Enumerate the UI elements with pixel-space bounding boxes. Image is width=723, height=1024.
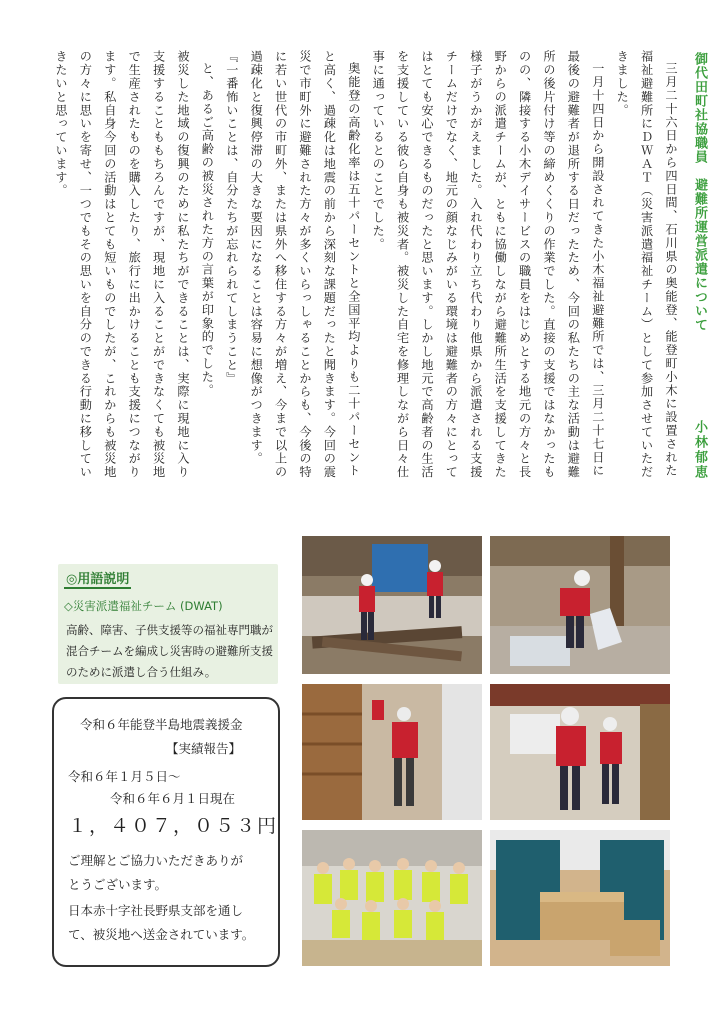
photo-workers-wooden-wall: [302, 684, 482, 820]
donation-report-box: [52, 697, 280, 967]
article-column: 最後の避難者が退所する日だったため、今回の私たちの主な活動は避難: [566, 50, 581, 479]
article-column: 災で市町外に避難された方々が多くいらっしゃることからも、今後の特: [298, 50, 312, 479]
photo-cleanup-debris: [302, 536, 482, 674]
article-column: のの、隣接する小木デイサービスの職員をはじめとする地元の方々と長: [517, 50, 532, 479]
article-column: 被災した地域の復興のために私たちができることは、実際に現地に入り: [176, 50, 190, 479]
photo-group-volunteers: [302, 830, 482, 966]
article-column: 事に通っているとのことでした。: [371, 50, 386, 251]
photo-worker-with-bag: [490, 684, 670, 820]
photo-worker-bagging: [490, 536, 670, 674]
donation-thanks-2: とうございます。: [68, 877, 168, 892]
article-column: を支援している彼ら自身も被災者。被災した自宅を修理しながら日々仕: [395, 50, 410, 479]
article-column: 支援することももちろんですが、現地に入ることができなくても被災地: [151, 50, 166, 479]
article-column: 『一番怖いことは、自分たちが忘れられてしまうこと』: [224, 50, 239, 385]
glossary-box: [58, 564, 278, 684]
article-column: 奥能登の高齢化率は五十パーセントと全国平均よりも二十パーセント: [346, 62, 361, 478]
donation-note-2: て、被災地へ送金されています。: [68, 927, 255, 942]
article-column: 一月十四日から開設されてきた小木福祉避難所では、三月二十七日に: [590, 62, 605, 478]
donation-note-1: 日本赤十字社長野県支部を通し: [68, 903, 244, 918]
article-column: 過疎化と復興停滞の大きな要因になることは容易に想像がつきます。: [249, 50, 264, 466]
article-column: の方々に思いを寄せ、一つでもその思いを自分のできる行動に移してい: [78, 50, 93, 479]
article-column: で生産されたものを購入したり、旅行に出かけることも支援につながり: [127, 50, 142, 479]
article-column: と、あるご高齢の被災された方の言葉が印象的でした。: [200, 62, 215, 397]
article-column: きました。: [615, 50, 630, 117]
photo-partitioned-beds: [490, 830, 670, 966]
article-column: 様子がうかがえました。入れ代わり立ち代わり他県から派遣される支援: [468, 50, 483, 479]
donation-amount: １，４０７，０５３円: [68, 815, 279, 837]
donation-period-start: 令和６年１月５日～: [68, 769, 181, 784]
article-column: に若い世代の市町外、または県外へ移住する方々が増え、今まで以上の: [273, 50, 288, 479]
article-column: チームだけでなく、地元の顔なじみがいる環境は避難者の方々にとって: [444, 50, 459, 479]
donation-title: 令和６年能登半島地震義援金: [80, 717, 243, 732]
glossary-description: 高齢、障害、子供支援等の福祉専門職が混合チームを編成し災害時の避難所支援のために派遣し合う仕組み。: [66, 623, 273, 679]
glossary-heading: ◎用語説明: [64, 568, 131, 589]
article-column: 福祉避難所にＤＷＡＴ（災害派遣福祉チーム）として参加させていただ: [639, 50, 654, 479]
donation-report-label: 【実績報告】: [166, 741, 242, 756]
article-title: 御代田町社協職員 避難所運営派遣について: [692, 52, 707, 332]
article-column: 所の後片付け等の締めくくりの作業でした。直接の支援ではなかったも: [542, 50, 556, 479]
article-column: きたいと思っています。: [54, 50, 68, 198]
article-column: ます。私自身今回の活動はとても短いものでしたが、これからも被災地: [102, 50, 117, 479]
article-column: と高く、過疎化は地震の前から深刻な課題だったと聞きます。今回の震: [322, 50, 337, 479]
article-column: 野からの派遣チームが、ともに協働しながら避難所生活を支援してきた: [493, 50, 508, 479]
article-author: 小林郁恵: [692, 420, 707, 480]
article-column: はとても安心できるものだったと思います。しかし地元で高齢者の生活: [420, 50, 434, 479]
donation-thanks-1: ご理解とご協力いただきありが: [68, 853, 244, 868]
article-column: 三月二十六日から四日間、石川県の奥能登、能登町小木に設置された: [664, 62, 678, 478]
glossary-term: ◇災害派遣福祉チーム (DWAT): [64, 599, 223, 613]
donation-period-end: 令和６年６月１日現在: [110, 791, 236, 806]
